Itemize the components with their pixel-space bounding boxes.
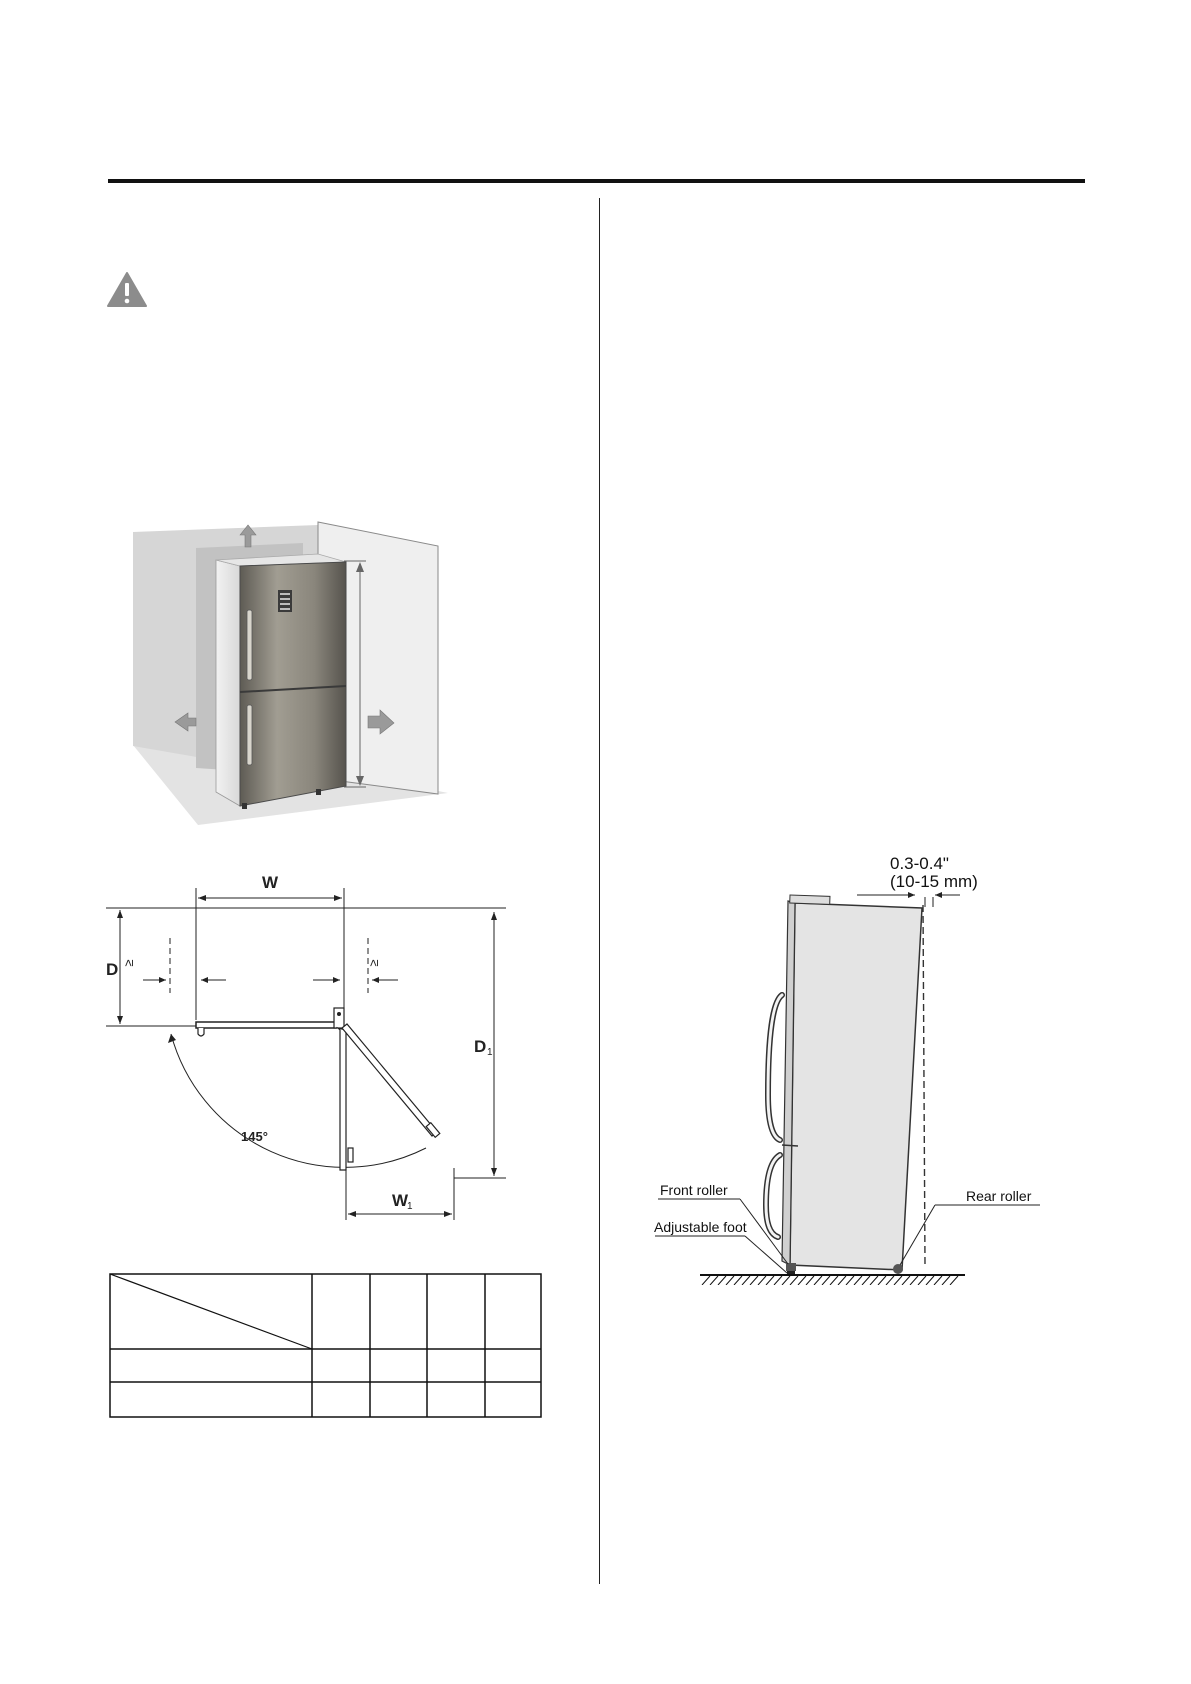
- gap-symbol-right: ≥: [366, 959, 381, 967]
- lower-handle: [247, 705, 252, 765]
- clearance-illustration: [128, 510, 448, 830]
- tilt-illustration: [650, 845, 1050, 1285]
- tilt-mm: (10-15 mm): [890, 872, 978, 891]
- header-rule: [108, 179, 1085, 183]
- front-roller: [786, 1263, 796, 1271]
- label-front-roller: Front roller: [660, 1182, 728, 1198]
- tilt-inches: 0.3-0.4": [890, 854, 949, 873]
- label-w: W: [261, 873, 279, 892]
- cabinet-top-view: [196, 1022, 336, 1028]
- swing-arc: [171, 1034, 426, 1167]
- open-door-upper: [342, 1024, 437, 1136]
- warning-icon: [106, 271, 148, 308]
- dimension-table: [109, 1273, 542, 1418]
- vertical-reference: [923, 905, 925, 1265]
- label-d: D: [106, 960, 119, 979]
- label-w1-sub: 1: [407, 1201, 413, 1212]
- gap-symbol-left: ≥: [121, 959, 136, 967]
- open-door-lower: [338, 1028, 346, 1170]
- label-angle: 145°: [241, 1129, 268, 1144]
- door-clearance-plan: [106, 868, 526, 1228]
- fridge-side: [216, 560, 240, 806]
- upper-handle: [247, 610, 252, 680]
- label-rear-roller: Rear roller: [966, 1188, 1032, 1204]
- label-adjustable-foot: Adjustable foot: [654, 1219, 747, 1235]
- column-divider: [599, 198, 600, 1584]
- label-d1: D: [474, 1037, 487, 1056]
- fridge-side-view: [790, 903, 922, 1270]
- label-w1: W: [392, 1191, 409, 1210]
- label-d1-sub: 1: [487, 1047, 493, 1058]
- hinge: [334, 1008, 344, 1028]
- fridge-front: [240, 562, 346, 806]
- rear-roller: [893, 1264, 903, 1274]
